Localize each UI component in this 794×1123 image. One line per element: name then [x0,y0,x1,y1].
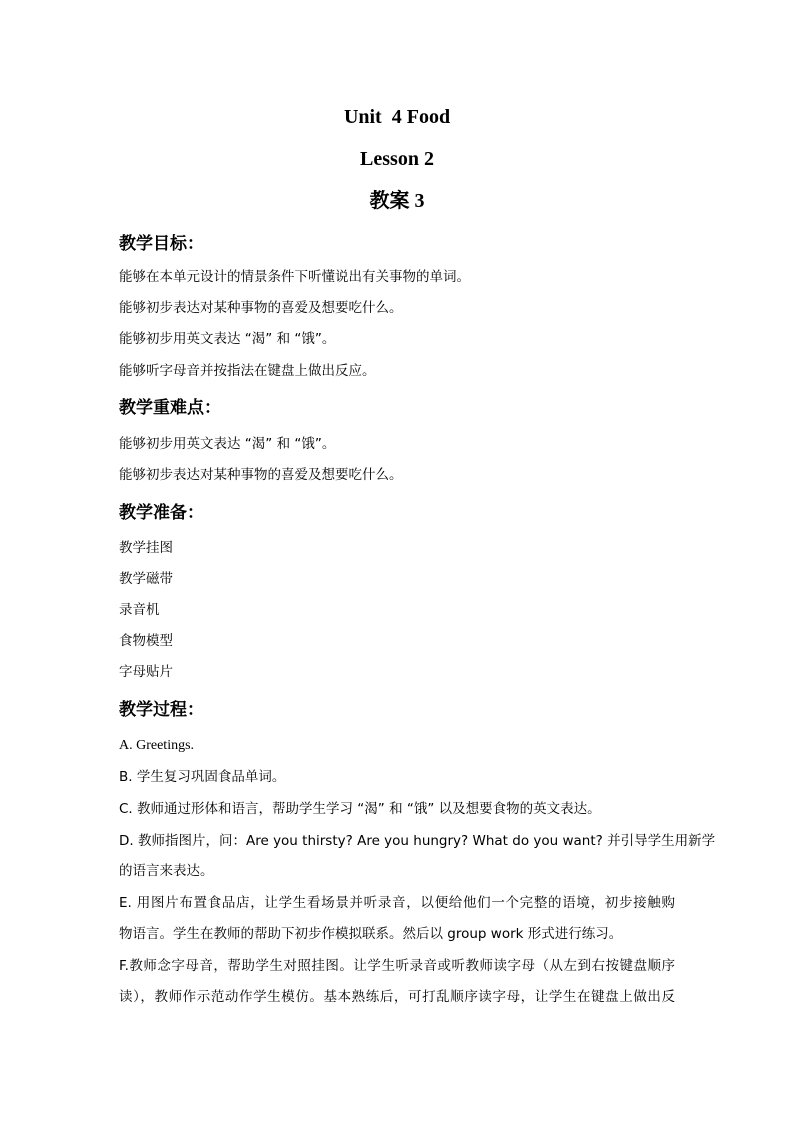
process-line: C. 教师通过形体和语言，帮助学生学习 “渴” 和 “饿” 以及想要食物的英文表达。 [119,801,601,817]
objective-item: 能够在本单元设计的情景条件下听懂说出有关事物的单词。 [119,269,470,285]
unit-title: Unit 4 Food [343,106,451,128]
process-line: 读），教师作示范动作学生模仿。基本熟练后，可打乱顺序读字母，让学生在键盘上做出反 [119,989,675,1005]
preparation-item: 教学挂图 [119,540,173,556]
process-heading: 教学过程： [119,700,204,720]
key-point-item: 能够初步用英文表达 “渴” 和 “饿”。 [119,436,336,452]
preparation-item: 教学磁带 [119,571,173,587]
process-line: A. Greetings. [119,738,195,753]
key-points-heading: 教学重难点： [119,398,221,418]
process-line: D. 教师指图片，问：Are you thirsty? Are you hungry? What do you want? 并引导学生用新学 [119,833,716,849]
preparation-heading: 教学准备： [119,503,204,523]
lesson-title: Lesson 2 [360,148,434,170]
preparation-item: 录音机 [119,602,160,618]
objective-item: 能够初步用英文表达 “渴” 和 “饿”。 [119,331,336,347]
objectives-heading: 教学目标： [119,234,204,254]
process-line: E. 用图片布置食品店，让学生看场景并听录音，以便给他们一个完整的语境，初步接触购 [119,895,675,911]
preparation-item: 食物模型 [119,633,173,649]
objective-item: 能够初步表达对某种事物的喜爱及想要吃什么。 [119,300,403,316]
process-line: F.教师念字母音，帮助学生对照挂图。让学生听录音或听教师读字母（从左到右按键盘顺序 [119,958,675,974]
preparation-item: 字母贴片 [119,664,173,680]
process-line: 物语言。学生在教师的帮助下初步作模拟联系。然后以 group work 形式进行练习。 [119,926,623,942]
process-line: B. 学生复习巩固食品单词。 [119,769,286,785]
key-point-item: 能够初步表达对某种事物的喜爱及想要吃什么。 [119,467,403,483]
process-line: 的语言来表达。 [119,863,214,879]
plan-title: 教案 3 [369,190,425,212]
objective-item: 能够听字母音并按指法在键盘上做出反应。 [119,363,376,379]
